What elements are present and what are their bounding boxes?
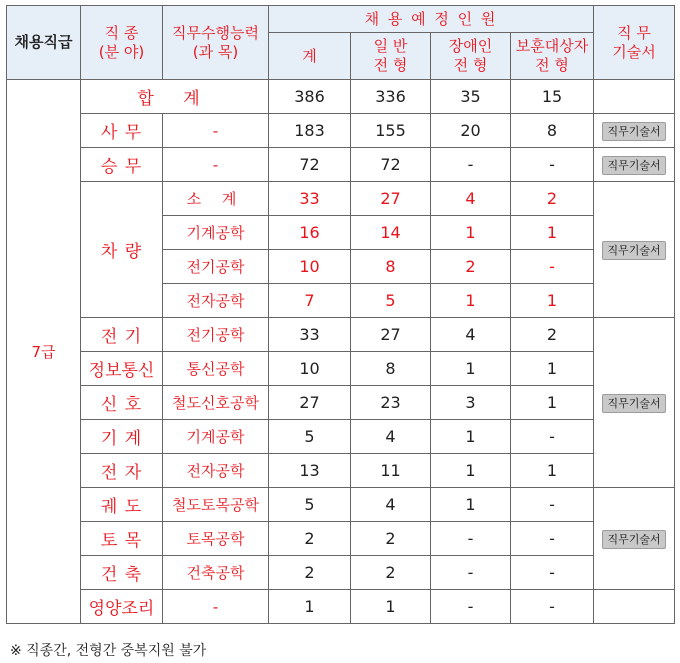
jobdesc-cell xyxy=(594,148,675,182)
recruitment-table xyxy=(6,5,675,624)
header-disabled xyxy=(431,33,511,80)
count-disabled: 2 xyxy=(431,250,511,284)
header-jobdesc-line1: 직 무 xyxy=(617,23,651,42)
count-disabled: 1 xyxy=(431,216,511,250)
footnote: ※ 직종간, 전형간 중복지원 불가 xyxy=(10,643,207,659)
subject: 전자공학 xyxy=(163,284,269,318)
subject: 통신공학 xyxy=(163,352,269,386)
jobdesc-badge[interactable]: 직무기술서 xyxy=(602,530,665,549)
header-general-line2: 전 형 xyxy=(373,56,408,74)
count-general: 5 xyxy=(351,284,431,318)
header-disabled-line2: 전 형 xyxy=(453,56,488,74)
count-veteran: - xyxy=(511,590,594,624)
header-veteran xyxy=(511,33,594,80)
job-name: 토 목 xyxy=(81,522,163,556)
count-disabled: 3 xyxy=(431,386,511,420)
subject: 철도토목공학 xyxy=(163,488,269,522)
count-general: 72 xyxy=(351,148,431,182)
job-name: 전 기 xyxy=(81,318,163,352)
count-total: 72 xyxy=(269,148,351,182)
header-veteran-line1: 보훈대상자 xyxy=(515,37,589,55)
count-total: 5 xyxy=(269,420,351,454)
count-general: 23 xyxy=(351,386,431,420)
count-disabled: - xyxy=(431,522,511,556)
subject: 소 계 xyxy=(163,182,269,216)
subject: 전기공학 xyxy=(163,250,269,284)
count-total: 16 xyxy=(269,216,351,250)
count-disabled: 1 xyxy=(431,488,511,522)
count-veteran: - xyxy=(511,250,594,284)
job-name: 신 호 xyxy=(81,386,163,420)
count-general: 27 xyxy=(351,318,431,352)
header-total: 계 xyxy=(269,33,351,80)
count-veteran: 1 xyxy=(511,454,594,488)
count-total: 33 xyxy=(269,182,351,216)
job-name: 건 축 xyxy=(81,556,163,590)
count-general: 8 xyxy=(351,352,431,386)
count-disabled: 4 xyxy=(431,318,511,352)
count-veteran: - xyxy=(511,556,594,590)
total-general: 336 xyxy=(351,80,431,114)
jobdesc-cell xyxy=(594,590,675,624)
subject: 철도신호공학 xyxy=(163,386,269,420)
job-name: 궤 도 xyxy=(81,488,163,522)
count-disabled: 1 xyxy=(431,284,511,318)
count-total: 2 xyxy=(269,556,351,590)
count-general: 8 xyxy=(351,250,431,284)
count-general: 14 xyxy=(351,216,431,250)
job-name: 사 무 xyxy=(81,114,163,148)
header-grade: 채용직급 xyxy=(7,6,81,80)
subject: 건축공학 xyxy=(163,556,269,590)
count-general: 1 xyxy=(351,590,431,624)
total-jobdesc xyxy=(594,80,675,114)
count-total: 1 xyxy=(269,590,351,624)
count-total: 10 xyxy=(269,250,351,284)
jobdesc-cell xyxy=(594,318,675,488)
jobdesc-badge[interactable]: 직무기술서 xyxy=(602,156,665,175)
subject: - xyxy=(163,148,269,182)
count-total: 13 xyxy=(269,454,351,488)
count-disabled: 1 xyxy=(431,454,511,488)
header-general xyxy=(351,33,431,80)
count-total: 27 xyxy=(269,386,351,420)
count-veteran: 8 xyxy=(511,114,594,148)
header-job-line2: (분 야) xyxy=(98,42,145,61)
count-general: 155 xyxy=(351,114,431,148)
jobdesc-badge[interactable]: 직무기술서 xyxy=(602,394,665,413)
job-name: 승 무 xyxy=(81,148,163,182)
count-total: 10 xyxy=(269,352,351,386)
header-ability-line2: (과 목) xyxy=(192,42,239,61)
jobdesc-cell xyxy=(594,488,675,590)
subject: 전기공학 xyxy=(163,318,269,352)
count-veteran: - xyxy=(511,522,594,556)
header-jobdesc-line2: 기술서 xyxy=(612,42,656,61)
count-veteran: - xyxy=(511,488,594,522)
header-jobdesc xyxy=(594,6,675,80)
subject: 토목공학 xyxy=(163,522,269,556)
count-total: 7 xyxy=(269,284,351,318)
count-disabled: 1 xyxy=(431,352,511,386)
jobdesc-badge[interactable]: 직무기술서 xyxy=(602,122,665,141)
header-disabled-line1: 장애인 xyxy=(448,37,493,55)
jobdesc-cell xyxy=(594,182,675,318)
count-veteran: 1 xyxy=(511,216,594,250)
total-sum: 386 xyxy=(269,80,351,114)
count-disabled: - xyxy=(431,556,511,590)
count-general: 4 xyxy=(351,420,431,454)
count-veteran: 1 xyxy=(511,352,594,386)
job-name: 차 량 xyxy=(81,182,163,318)
subject: - xyxy=(163,114,269,148)
total-label: 합 계 xyxy=(81,80,269,114)
count-disabled: - xyxy=(431,590,511,624)
count-general: 11 xyxy=(351,454,431,488)
jobdesc-badge[interactable]: 직무기술서 xyxy=(602,241,665,260)
count-total: 2 xyxy=(269,522,351,556)
count-total: 33 xyxy=(269,318,351,352)
total-veteran: 15 xyxy=(511,80,594,114)
header-ability-line1: 직무수행능력 xyxy=(172,23,259,42)
grade-cell: 7급 xyxy=(7,80,81,624)
count-veteran: 1 xyxy=(511,386,594,420)
count-veteran: - xyxy=(511,420,594,454)
count-general: 27 xyxy=(351,182,431,216)
count-total: 5 xyxy=(269,488,351,522)
job-name: 기 계 xyxy=(81,420,163,454)
subject: 기계공학 xyxy=(163,420,269,454)
header-job-line1: 직 종 xyxy=(104,23,139,42)
count-veteran: 1 xyxy=(511,284,594,318)
count-disabled: 4 xyxy=(431,182,511,216)
header-job xyxy=(81,6,163,80)
total-disabled: 35 xyxy=(431,80,511,114)
job-name: 정보통신 xyxy=(81,352,163,386)
header-veteran-line2: 전 형 xyxy=(535,56,569,74)
job-name: 영양조리 xyxy=(81,590,163,624)
subject: 전자공학 xyxy=(163,454,269,488)
count-veteran: 2 xyxy=(511,318,594,352)
count-disabled: 20 xyxy=(431,114,511,148)
count-veteran: - xyxy=(511,148,594,182)
count-total: 183 xyxy=(269,114,351,148)
header-ability xyxy=(163,6,269,80)
jobdesc-cell xyxy=(594,114,675,148)
subject: 기계공학 xyxy=(163,216,269,250)
count-disabled: - xyxy=(431,148,511,182)
header-general-line1: 일 반 xyxy=(373,37,408,55)
count-veteran: 2 xyxy=(511,182,594,216)
count-disabled: 1 xyxy=(431,420,511,454)
count-general: 2 xyxy=(351,522,431,556)
job-name: 전 자 xyxy=(81,454,163,488)
subject: - xyxy=(163,590,269,624)
header-planned: 채 용 예 정 인 원 xyxy=(269,6,594,33)
count-general: 2 xyxy=(351,556,431,590)
count-general: 4 xyxy=(351,488,431,522)
